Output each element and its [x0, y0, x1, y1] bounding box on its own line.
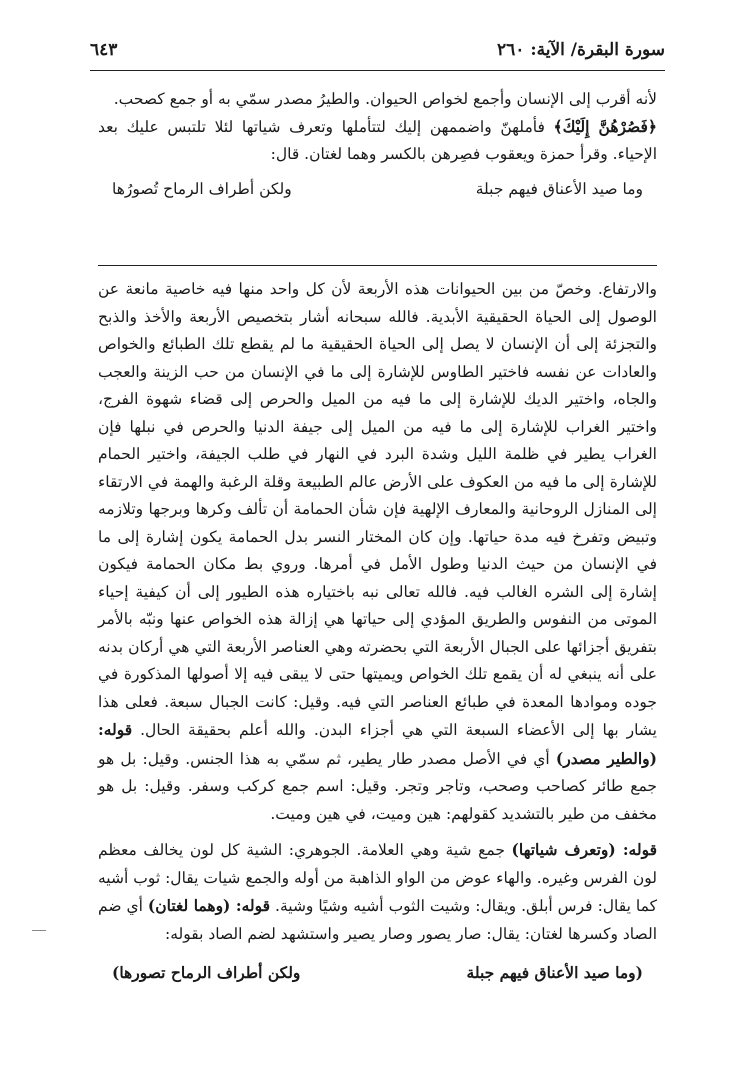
commentary-paragraph-2	[98, 836, 657, 948]
poetry-verse	[98, 174, 657, 204]
commentary-paragraph-1	[98, 276, 657, 828]
commentary-text-c: جمع شية وهي العلامة. الجوهري: الشية كل لون يخالف معظم لون الفرس وغيره. والهاء عوض من الواو الذاهبة من أوله والجمع شيات يقال: ثوب أشيه كما يقال: فرس أبلق. ويقال: وشيت الثوب أشيه وشيًا وشية.	[98, 841, 657, 915]
commentary-verse-left: ولكن أطراف الرماح تصورها)	[112, 963, 301, 982]
surah-reference: سورة البقرة/ الآية: ٢٦٠	[497, 40, 665, 60]
margin-mark	[32, 930, 46, 931]
commentary-verse-right: (وما صيد الأعناق فيهم جبلة	[466, 963, 643, 982]
commentary-text-a: والارتفاع. وخصّ من بين الحيوانات هذه الأربعة لأن كل واحد منها فيه خاصية مانعة عن الوصول إلى الحياة الحقيقية الأبدية. فالله سبحانه أشار بتخصيص الأربعة والأخذ والذبح والتجزئة إلى أن الإنسان لا يصل إلى الحياة الحقيقية ما لم يقطع تلك الطبائع والخواص والعادات عن نفسه فاختير الطاوس للإشارة إلى ما في الإنسان من حب الزينة والعجب والجاه، واختير الديك للإشارة إلى ما فيه من الميل والحرص إلى قضاء شهوة الفرج، واختير الغراب للإشارة إلى ما فيه من الميل إلى جيفة الدنيا والحرص في نبلها فإن الغراب يطير في ظلمة الليل وشدة البرد في النهار في طلب الجيفة، واختير الحمام للإشارة إلى ما فيه من العكوف على الأرض عالم الطبيعة وقلة الرغبة والهمة في الارتقاء إلى المنازل الروحانية والمعارف الإلهية فإن شأن الحمامة أن تألف وكرها وبرجها وتلازمه وتبيض وتفرخ فيه مدة حياتها. وإن كان المختار النسر بدل الحمامة يكون إشارة إلى ما في الإنسان من حيث الدنيا وطول الأمل في أمرها. وروي بط مكان الحمامة فيكون إشارة إلى الشره الغالب فيه. فالله تعالى نبه باختياره هذه الطيور إلى أن كيفية إحياء الموتى من النفوس والطريق المؤدي إلى حياتها هي إزالة هذه الخواص عنها ونبّه بالأمر بتفريق أجزائها على الجبال الأربعة التي بحضرته وهي العناصر الأربعة التي هي أركان بدنه على أنه ينبغي له أن يقمع تلك الخواص ويميتها حتى لا يبقى فيه إلا أصولها المذكورة في جوده وموادها المعدة في طبائع العناصر التي فيه. وقيل: كانت الجبال سبعة. فعلى هذا يشار بها إلى الأعضاء السبعة التي هي أجزاء البدن. والله أعلم بحقيقة الحال.	[98, 280, 657, 739]
commentary-text-b: أي في الأصل مصدر طار يطير، ثم سمّي به هذا الجنس. وقيل: بل هو جمع طائر كصاحب وصحب، وتاجر وتجر. وقيل: اسم جمع كركب وسفر. وقيل: بل هو مخفف من طير بالتشديد كقولهم: هين وميت، في هين وميت.	[98, 749, 657, 823]
page-number: ٦٤٣	[90, 40, 118, 60]
commentary-label-1: قوله: (والطير مصدر)	[98, 720, 657, 768]
commentary-label-3: قوله: (وهما لغتان)	[147, 896, 271, 915]
main-text	[98, 86, 657, 204]
section-divider	[98, 265, 657, 266]
page-header	[90, 40, 665, 60]
main-paragraph-2	[98, 113, 657, 168]
commentary-poetry-verse	[98, 958, 657, 988]
header-rule	[90, 70, 665, 71]
quran-phrase: ﴿فَصُرْهُنَّ إِلَيْكَ﴾	[553, 117, 657, 136]
main-paragraph-2-text: فأملهنّ واضممهن إليك لتتأملها وتعرف شياتها لئلا تلتبس عليك بعد الإحياء. وقرأ حمزة ويعقوب فصِرهن بالكسر وهما لغتان. قال:	[98, 118, 657, 163]
verse-hemistich-left: ولكن أطراف الرماح تُصورُها	[112, 180, 292, 198]
main-paragraph-1: لأنه أقرب إلى الإنسان وأجمع لخواص الحيوان. والطيرُ مصدر سمّي به أو جمع كصحب.	[113, 90, 657, 108]
commentary-text	[98, 276, 657, 988]
verse-hemistich-right: وما صيد الأعناق فيهم جبلة	[475, 180, 643, 198]
commentary-label-2: قوله: (وتعرف شياتها)	[511, 840, 657, 859]
commentary-text-d: أي ضم الصاد وكسرها لغتان: يقال: صار يصور وصار يصير واستشهد لضم الصاد بقوله:	[98, 897, 657, 943]
